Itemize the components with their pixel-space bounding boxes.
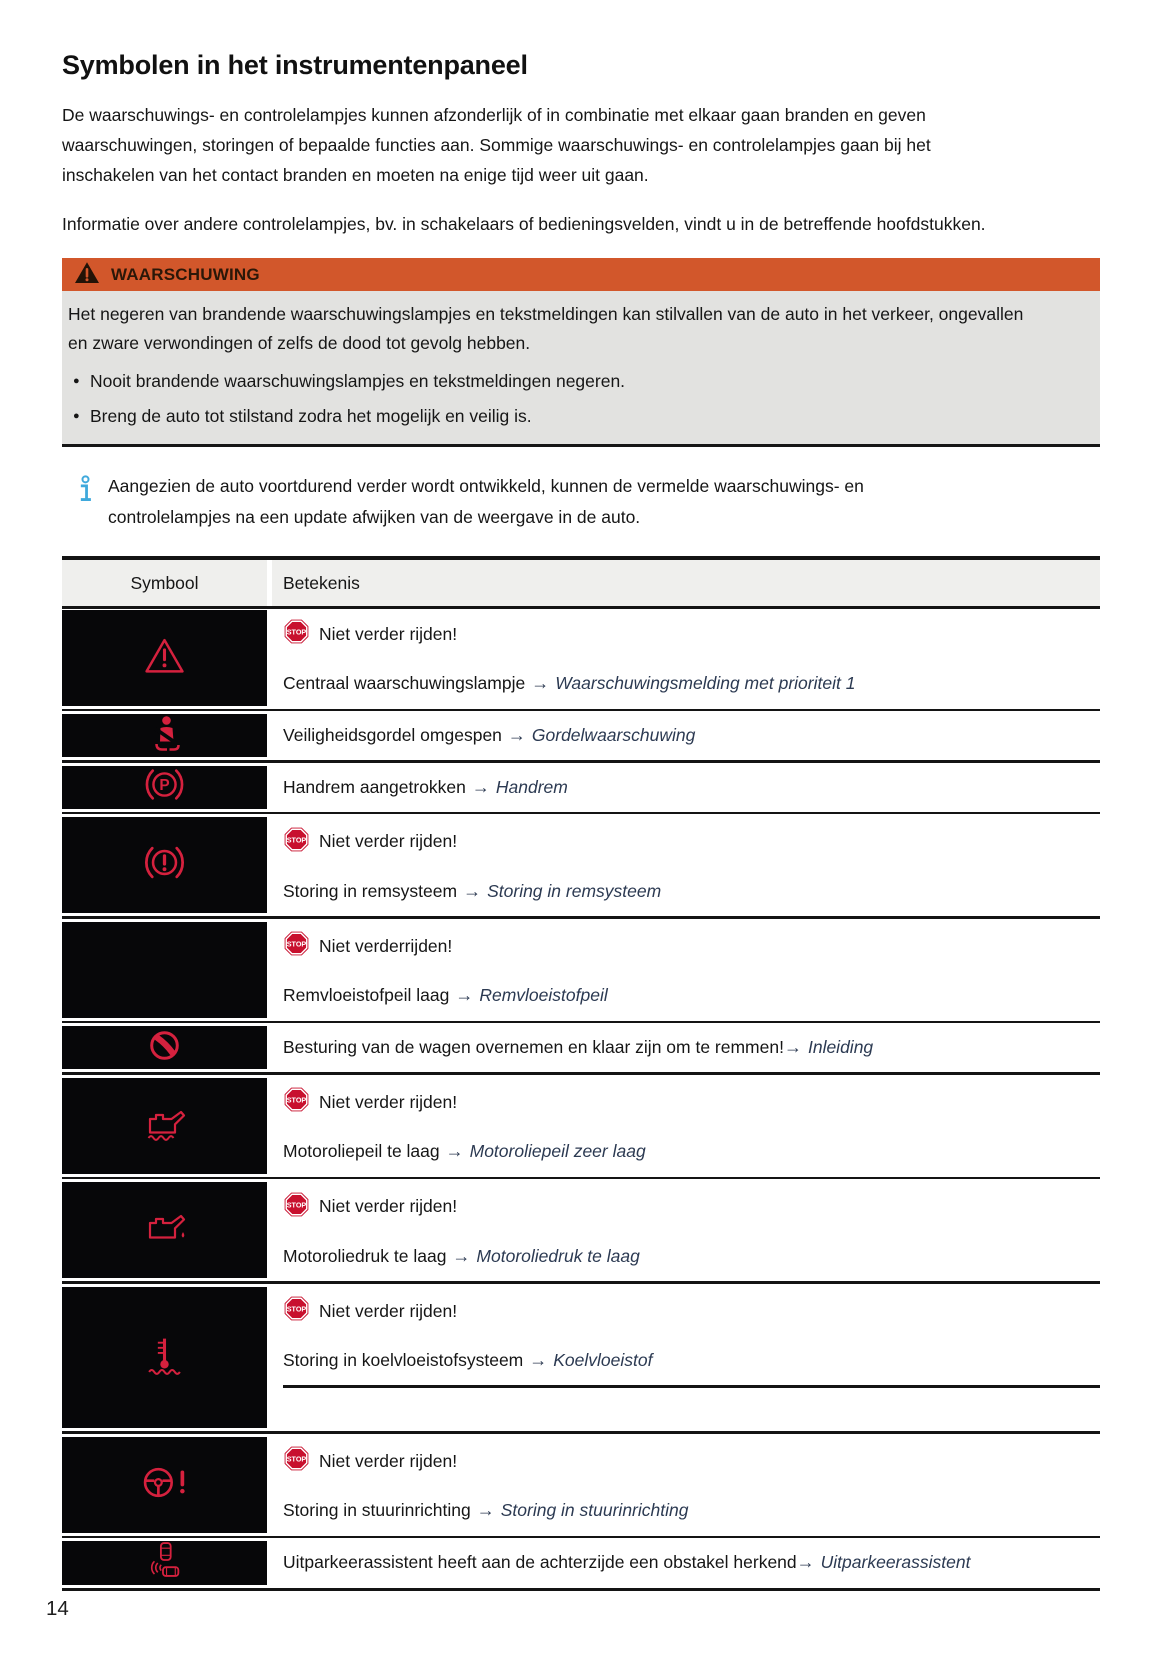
stop-sign-icon <box>283 826 310 858</box>
table-row <box>62 817 1100 914</box>
info-icon <box>62 471 108 533</box>
row-divider <box>62 1072 1100 1075</box>
warning-bullet: ● Breng de auto tot stilstand zodra het mogelijk en veilig is. <box>68 402 1086 431</box>
symbol-cell <box>62 714 267 757</box>
warning-box <box>62 258 1100 447</box>
symbol-cell <box>62 1182 267 1278</box>
stop-sign-icon <box>283 618 310 650</box>
arrow-icon: → <box>529 1350 548 1370</box>
seatbelt-icon <box>150 715 180 757</box>
stop-warning-text: Niet verder rijden! <box>319 831 458 851</box>
cross-reference-link: Motoroliedruk te laag <box>476 1245 640 1266</box>
stop-warning-text: Niet verder rijden! <box>319 1450 458 1471</box>
empty-continuation <box>283 1388 1100 1429</box>
meaning-content <box>283 921 1100 1018</box>
svg-text:STOP: STOP <box>286 627 307 637</box>
stop-warning-text: Niet verder rijden! <box>319 1091 458 1112</box>
meaning-cell <box>272 765 1100 809</box>
description-line <box>283 777 568 798</box>
symbol-cell <box>62 1541 267 1585</box>
description-text: Storing in stuurinrichting <box>283 1500 471 1520</box>
intro-paragraph-1: De waarschuwings- en controlelampjes kunnen afzonderlijk of in combinatie met elkaar gaan branden en geven waarschuwingen, storingen of bepaalde functies aan. Sommige waarschuwings- en controlelampjes gaan bij het inschakelen van het contact branden en moeten na enige tijd weer uit gaan. <box>62 105 931 185</box>
table-row <box>62 921 1100 1018</box>
meaning-cell <box>272 1286 1100 1429</box>
stop-sign-icon <box>283 1445 310 1477</box>
meaning-content <box>283 714 1100 758</box>
stop-warning-text: Niet verderrijden! <box>319 935 453 956</box>
cross-reference-link: Gordelwaarschuwing <box>531 725 696 745</box>
arrow-icon: → <box>463 880 482 901</box>
arrow-icon: → <box>471 776 490 797</box>
symbols-table <box>62 556 1100 1591</box>
meaning-cell <box>272 921 1100 1018</box>
svg-text:STOP: STOP <box>286 1454 307 1464</box>
meaning-content <box>283 817 1100 914</box>
svg-text:P: P <box>159 777 170 795</box>
table-row <box>62 1026 1100 1070</box>
svg-text:STOP: STOP <box>286 1304 307 1314</box>
description-line <box>283 1350 1100 1371</box>
stop-sign-icon <box>283 1086 310 1118</box>
description-text: Veiligheidsgordel omgespen <box>283 725 502 745</box>
warning-bullet: ● Nooit brandende waarschuwingslampjes en tekstmeldingen negeren. <box>68 367 1086 396</box>
table-header-row <box>62 560 1100 609</box>
row-divider <box>62 709 1100 712</box>
oil-pressure-icon <box>142 1211 188 1249</box>
arrow-icon: → <box>531 673 550 693</box>
table-row <box>62 1436 1100 1533</box>
description-text: Motoroliepeil te laag <box>283 1141 440 1161</box>
arrow-icon: → <box>452 1245 471 1266</box>
info-note-text: Aangezien de auto voortdurend verder wordt ontwikkeld, kunnen de vermelde waarschuwings- en controlelampjes na een update afwijken van de weergave in de auto. <box>108 476 864 527</box>
stop-warning-line <box>283 1191 1100 1223</box>
description-text: Remvloeistofpeil laag <box>283 985 450 1005</box>
meaning-content <box>283 765 1100 809</box>
row-divider <box>62 916 1100 919</box>
row-divider <box>62 760 1100 763</box>
meaning-content <box>283 1026 1100 1070</box>
cross-reference-link: Remvloeistofpeil <box>479 985 608 1005</box>
row-divider <box>62 1588 1100 1591</box>
stop-warning-line <box>283 930 1100 962</box>
cross-reference-link: Koelvloeistof <box>553 1350 653 1370</box>
description-line <box>283 1246 1100 1267</box>
intro-paragraph-2: Informatie over andere controlelampjes, bv. in schakelaars of bedieningsvelden, vindt u in de betreffende hoofdstukken. <box>62 214 986 234</box>
column-header-symbol: Symbool <box>62 560 267 606</box>
symbol-cell <box>62 1287 267 1429</box>
warning-box-title: WAARSCHUWING <box>111 264 260 284</box>
meaning-cell <box>272 1026 1100 1070</box>
description-line <box>283 1552 970 1573</box>
description-text: Handrem aangetrokken <box>283 776 466 797</box>
steering-warning-icon <box>141 1464 188 1506</box>
meaning-content <box>283 1541 1100 1585</box>
table-row <box>62 1077 1100 1174</box>
page-number: 14 <box>46 1597 69 1620</box>
description-line <box>283 881 1100 902</box>
stop-warning-text: Niet verder rijden! <box>319 1196 458 1216</box>
description-line <box>283 985 1100 1006</box>
warning-triangle-icon <box>74 261 100 289</box>
row-divider <box>62 1536 1100 1539</box>
handbrake-icon <box>144 767 185 807</box>
stop-warning-line <box>283 1086 1100 1118</box>
description-line <box>283 1500 1100 1521</box>
column-header-meaning: Betekenis <box>272 560 1100 606</box>
row-divider <box>62 1021 1100 1024</box>
table-row <box>62 714 1100 758</box>
arrow-icon: → <box>455 985 474 1005</box>
park-assist-icon <box>147 1541 182 1585</box>
stop-warning-line <box>283 1445 1100 1477</box>
meaning-content <box>283 1077 1100 1174</box>
meaning-cell <box>272 1436 1100 1533</box>
description-text: Storing in remsysteem <box>283 880 458 901</box>
stop-warning-line <box>283 826 1100 858</box>
cross-reference-link: Inleiding <box>807 1037 874 1057</box>
page-title: Symbolen in het instrumentenpaneel <box>62 50 528 80</box>
description-line <box>283 673 1100 694</box>
description-text: Storing in koelvloeistofsysteem <box>283 1350 524 1370</box>
row-divider <box>62 1431 1100 1434</box>
stop-warning-line <box>283 618 1100 650</box>
symbol-cell <box>62 1437 267 1533</box>
oil-level-icon <box>142 1105 188 1147</box>
stop-warning-text: Niet verder rijden! <box>319 623 458 644</box>
stop-sign-icon <box>283 1191 310 1223</box>
arrow-icon: → <box>783 1037 802 1057</box>
svg-text:STOP: STOP <box>286 939 307 949</box>
table-row <box>62 609 1100 706</box>
symbol-cell <box>62 817 267 913</box>
description-line <box>283 725 695 746</box>
stop-sign-icon <box>283 1295 310 1327</box>
table-row <box>62 1182 1100 1279</box>
symbol-cell <box>62 1078 267 1174</box>
arrow-icon: → <box>796 1552 815 1572</box>
svg-text:STOP: STOP <box>286 1095 307 1105</box>
warning-box-text: Het negeren van brandende waarschuwingslampjes en tekstmeldingen kan stilvallen van de auto in het verkeer, ongevallen en zware verwondingen of zelfs de dood tot gevolg hebben. <box>68 304 1024 353</box>
arrow-icon: → <box>507 725 526 745</box>
meaning-cell <box>272 1182 1100 1279</box>
meaning-cell <box>272 714 1100 758</box>
meaning-cell <box>272 1541 1100 1586</box>
meaning-cell <box>272 609 1100 706</box>
row-divider <box>62 1177 1100 1180</box>
description-text: Besturing van de wagen overnemen en klaar zijn om te remmen! <box>283 1037 784 1057</box>
description-line <box>283 1141 1100 1162</box>
meaning-content <box>283 1286 1100 1383</box>
warning-box-body <box>62 291 1100 447</box>
meaning-cell <box>272 817 1100 914</box>
row-divider <box>62 1281 1100 1284</box>
info-note <box>62 471 1100 533</box>
table-row <box>62 1541 1100 1586</box>
symbol-cell <box>62 610 267 706</box>
cross-reference-link: Waarschuwingsmelding met prioriteit 1 <box>555 673 856 693</box>
description-text: Uitparkeerassistent heeft aan de achterzijde een obstakel herkend <box>283 1552 797 1572</box>
description-text: Centraal waarschuwingslampje <box>283 673 526 693</box>
coolant-icon <box>145 1334 184 1380</box>
description-text: Motoroliedruk te laag <box>283 1245 447 1266</box>
central-warning-icon <box>144 637 185 679</box>
no-steering-icon <box>148 1029 181 1067</box>
symbol-cell <box>62 766 267 809</box>
cross-reference-link: Storing in stuurinrichting <box>500 1500 689 1520</box>
meaning-content <box>283 1182 1100 1279</box>
stop-sign-icon <box>283 930 310 962</box>
meaning-content <box>283 609 1100 706</box>
cross-reference-link: Uitparkeerassistent <box>820 1552 971 1572</box>
meaning-content <box>283 1436 1100 1533</box>
table-body <box>62 609 1100 1591</box>
stop-warning-text: Niet verder rijden! <box>319 1300 458 1321</box>
cross-reference-link: Storing in remsysteem <box>487 880 662 901</box>
table-row <box>62 765 1100 809</box>
brake-warning-icon <box>143 844 186 886</box>
description-line <box>283 1037 873 1058</box>
svg-text:STOP: STOP <box>286 1200 307 1210</box>
svg-text:STOP: STOP <box>286 835 307 845</box>
row-divider <box>62 812 1100 815</box>
symbol-cell <box>62 922 267 1018</box>
meaning-cell <box>272 1077 1100 1174</box>
arrow-icon: → <box>476 1500 495 1520</box>
warning-bullet-list <box>68 367 1086 431</box>
stop-warning-line <box>283 1295 1100 1327</box>
warning-box-header <box>62 258 1100 291</box>
cross-reference-link: Handrem <box>495 776 568 797</box>
symbol-cell <box>62 1026 267 1069</box>
table-row <box>62 1286 1100 1429</box>
arrow-icon: → <box>445 1141 464 1161</box>
cross-reference-link: Motoroliepeil zeer laag <box>469 1141 646 1161</box>
